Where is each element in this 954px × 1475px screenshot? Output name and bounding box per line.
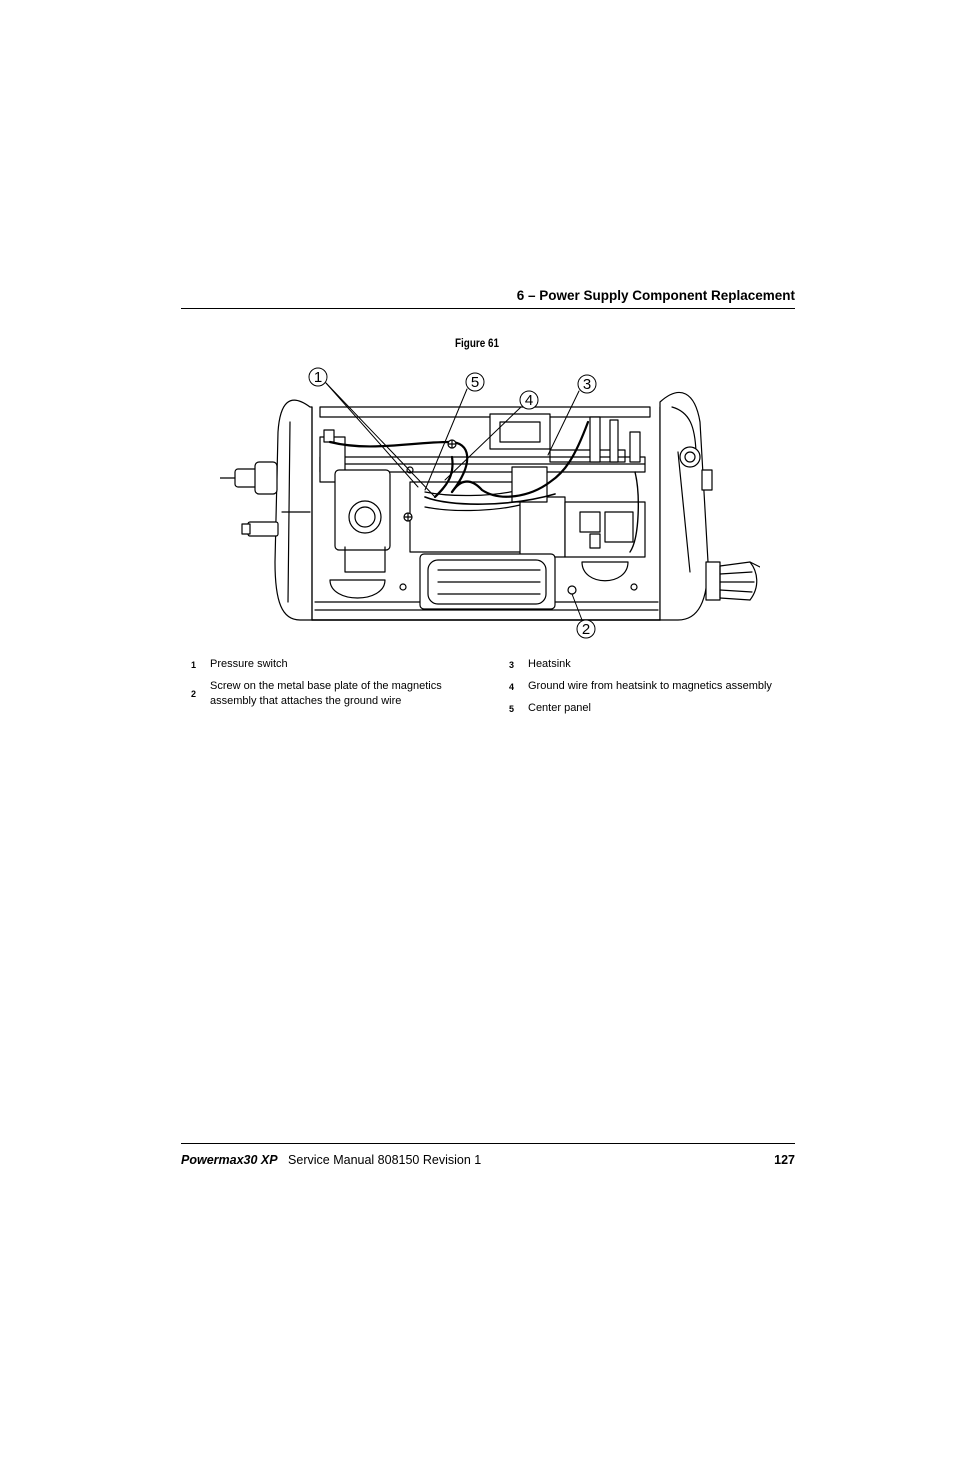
callout-4: 4 <box>524 392 534 409</box>
callout-2: 2 <box>581 621 591 638</box>
legend-text: Heatsink <box>528 658 571 670</box>
legend-text: Pressure switch <box>210 658 288 670</box>
figure-caption: Figure 61 <box>455 338 499 350</box>
legend-right <box>509 657 809 723</box>
legend-number: 2 <box>191 689 197 699</box>
legend-item <box>509 657 809 672</box>
legend-number: 1 <box>191 659 197 670</box>
legend-item <box>191 679 471 709</box>
legend-number: 4 <box>509 681 515 692</box>
chapter-title: 6 – Power Supply Component Replacement <box>516 288 795 303</box>
figure-illustration <box>220 362 760 642</box>
page-number: 127 <box>774 1153 795 1167</box>
legend-left <box>191 657 471 716</box>
legend-text: Ground wire from heatsink to magnetics assembly <box>528 680 772 692</box>
legend-item <box>509 701 809 716</box>
legend-text: Center panel <box>528 702 591 714</box>
footer-doc-info <box>181 1153 481 1167</box>
legend-text: Screw on the metal base plate of the magnetics assembly that attaches the ground wire <box>210 680 442 707</box>
footer-doc: Service Manual 808150 Revision 1 <box>288 1153 482 1167</box>
legend-item <box>191 657 471 672</box>
legend-number: 3 <box>509 659 515 670</box>
page-footer <box>181 1143 795 1170</box>
legend-item <box>509 679 809 694</box>
legend-number: 5 <box>509 703 515 714</box>
chapter-header <box>181 288 795 309</box>
figure-callouts <box>220 362 760 642</box>
footer-product: Powermax30 XP <box>181 1153 278 1167</box>
callout-3: 3 <box>582 376 592 393</box>
callout-1: 1 <box>313 369 323 386</box>
callout-5: 5 <box>470 374 480 391</box>
